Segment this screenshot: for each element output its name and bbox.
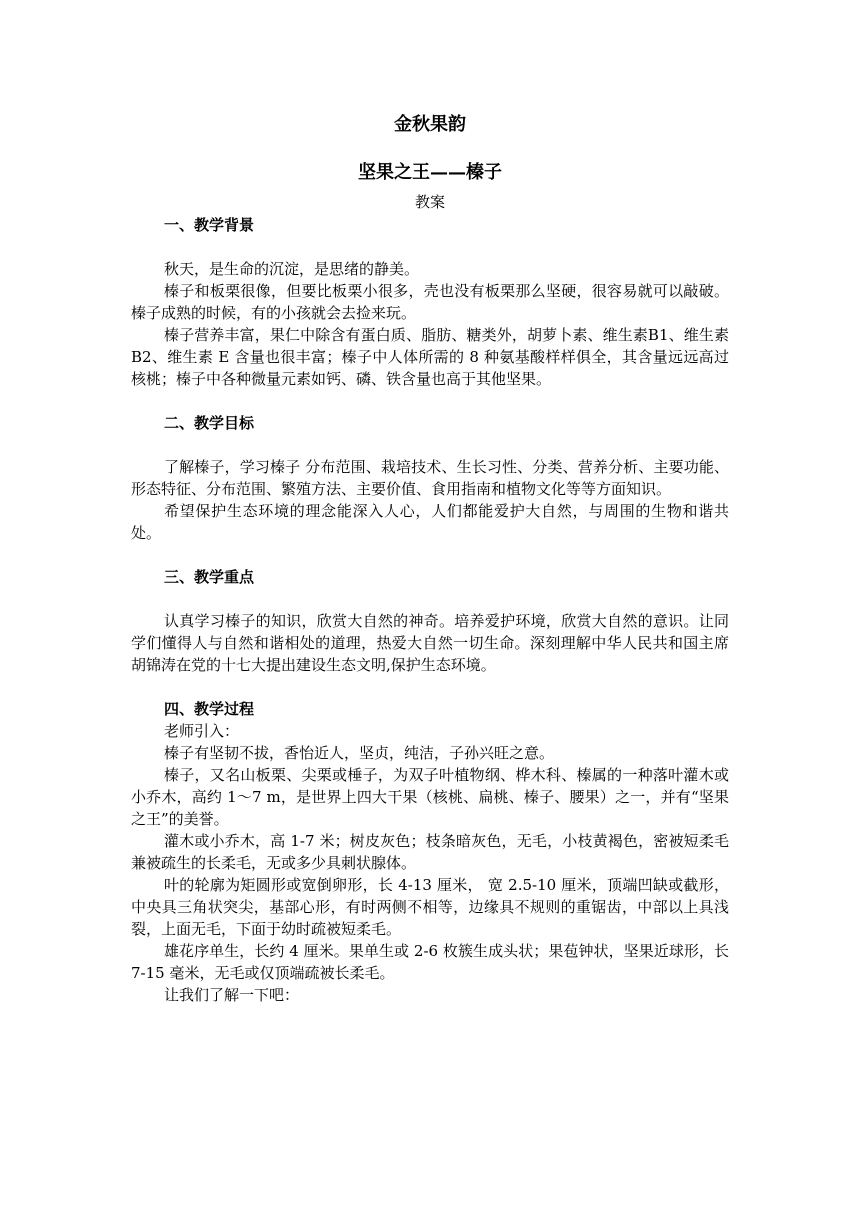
paragraph: 希望保护生态环境的理念能深入人心，人们都能爱护大自然，与周围的生物和谐共处。 [131,502,729,542]
spacer [131,676,729,698]
paragraph: 老师引入： [164,722,240,740]
section-heading-key-points: 三、教学重点 [164,568,255,586]
spacer [131,588,729,610]
paragraph: 榛子营养丰富，果仁中除含有蛋白质、脂肪、糖类外，胡萝卜素、维生素B1、维生素 B2、维生素 E 含量也很丰富；榛子中人体所需的 8 种氨基酸样样俱全，其含量远远高过核桃；榛子中各种微量元素如钙、磷、铁含量也高于其他坚果。 [131,326,729,388]
document-page [131,110,729,1006]
paragraph: 雄花序单生，长约 4 厘米。果单生或 2-6 枚簇生成头状；果苞钟状，坚果近球形，长 7-15 毫米，无毛或仅顶端疏被长柔毛。 [131,942,729,982]
paragraph: 灌木或小乔木，高 1-7 米；树皮灰色；枝条暗灰色，无毛，小枝黄褐色，密被短柔毛兼被疏生的长柔毛，无或多少具刺状腺体。 [131,832,729,872]
document-type-label: 教案 [414,193,445,211]
paragraph: 榛子，又名山板栗、尖栗或棰子，为双子叶植物纲、桦木科、榛属的一种落叶灌木或小乔木，高约 1～7 m，是世界上四大干果（核桃、扁桃、榛子、腰果）之一，并有“坚果之王”的美誉。 [131,766,729,828]
document-subtitle: 坚果之王——榛子 [358,162,502,183]
spacer [131,544,729,566]
paragraph: 了解榛子，学习榛子 分布范围、栽培技术、生长习性、分类、营养分析、主要功能、形态特征、分布范围、繁殖方法、主要价值、食用指南和植物文化等等方面知识。 [131,458,729,498]
spacer [131,236,729,258]
section-heading-background: 一、教学背景 [164,216,255,234]
document-title: 金秋果韵 [394,114,466,135]
paragraph: 认真学习榛子的知识，欣赏大自然的神奇。培养爱护环境，欣赏大自然的意识。让同学们懂得人与自然和谐相处的道理，热爱大自然一切生命。深刻理解中华人民共和国主席胡锦涛在党的十七大提出建设生态文明,保护生态环境。 [131,612,729,674]
spacer [131,434,729,456]
spacer [131,390,729,412]
paragraph: 秋天，是生命的沉淀，是思绪的静美。 [164,260,420,278]
paragraph: 榛子和板栗很像，但要比板栗小很多，壳也没有板栗那么坚硬，很容易就可以敲破。榛子成熟的时候，有的小孩就会去捡来玩。 [131,282,729,322]
section-heading-process: 四、教学过程 [164,700,255,718]
paragraph: 叶的轮廓为矩圆形或宽倒卵形，长 4-13 厘米， 宽 2.5-10 厘米，顶端凹缺或截形，中央具三角状突尖，基部心形，有时两侧不相等，边缘具不规则的重锯齿，中部以上具浅裂，上面无毛，下面于幼时疏被短柔毛。 [131,876,729,938]
paragraph: 让我们了解一下吧： [164,986,300,1004]
paragraph: 榛子有坚韧不拔，香怡近人，坚贞，纯洁，子孙兴旺之意。 [164,744,555,762]
section-heading-goals: 二、教学目标 [164,414,255,432]
